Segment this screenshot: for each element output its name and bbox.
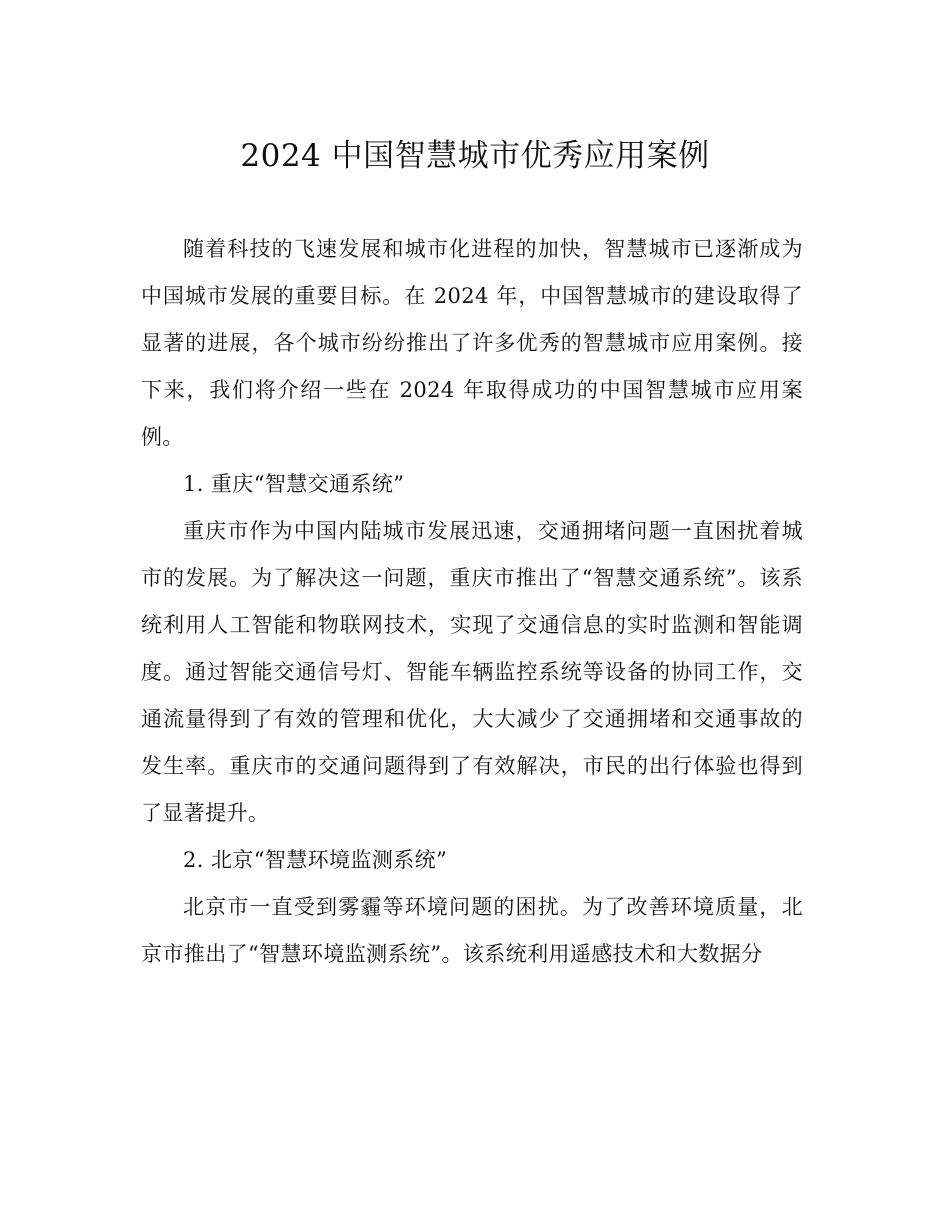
chongqing-paragraph: 重庆市作为中国内陆城市发展迅速，交通拥堵问题一直困扰着城市的发展。为了解决这一问题，重庆市推出了“智慧交通系统”。该系统利用人工智能和物联网技术，实现了交通信息的实时监测和智能调度。通过智能交通信号灯、智能车辆监控系统等设备的协同工作，交通流量得到了有效的管理和优化，大大减少了交通拥堵和交通事故的发生率。重庆市的交通问题得到了有效解决，市民的出行体验也得到了显著提升。: [141, 519, 803, 825]
beijing-paragraph: 北京市一直受到雾霾等环境问题的困扰。为了改善环境质量，北京市推出了“智慧环境监测系统”。该系统利用遥感技术和大数据分: [141, 895, 803, 966]
section-heading-beijing: 2. 北京“智慧环境监测系统”: [183, 848, 448, 872]
document-title: 2024 中国智慧城市优秀应用案例: [240, 138, 710, 174]
intro-paragraph: 随着科技的飞速发展和城市化进程的加快，智慧城市已逐渐成为中国城市发展的重要目标。在 2024 年，中国智慧城市的建设取得了显著的进展，各个城市纷纷推出了许多优秀的智慧城市应用案例。接下来，我们将介绍一些在 2024 年取得成功的中国智慧城市应用案例。: [141, 237, 803, 449]
section-heading-chongqing: 1. 重庆“智慧交通系统”: [183, 472, 405, 496]
document-body: [141, 226, 803, 978]
